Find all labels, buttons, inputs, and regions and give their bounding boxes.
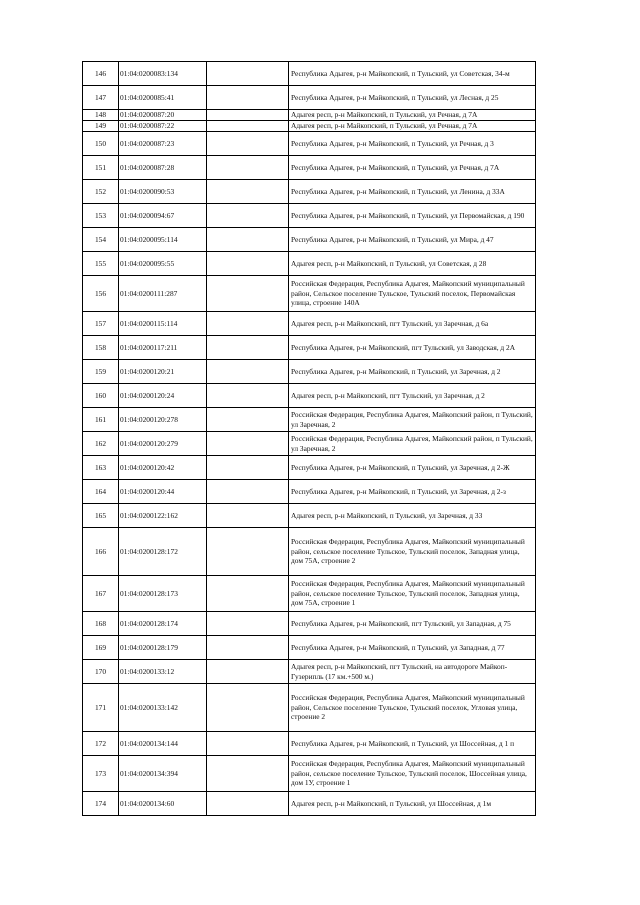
cadastral-number: 01:04:0200094:67 [119,204,207,228]
table-row [83,110,536,121]
address-cell: Адыгея респ, р-н Майкопский, п Тульский, ул Речная, д 7А [289,121,536,132]
row-number: 170 [83,660,119,684]
cadastral-number: 01:04:0200090:53 [119,180,207,204]
cadastral-number: 01:04:0200134:60 [119,792,207,816]
empty-cell [207,732,289,756]
row-number: 159 [83,360,119,384]
empty-cell [207,528,289,576]
table-row [83,121,536,132]
empty-cell [207,408,289,432]
row-number: 164 [83,480,119,504]
table-row [83,612,536,636]
address-cell: Республика Адыгея, р-н Майкопский, п Тульский, ул Мира, д 47 [289,228,536,252]
table-row [83,504,536,528]
table-row [83,528,536,576]
cadastral-number: 01:04:0200128:174 [119,612,207,636]
table-row [83,576,536,612]
table-row [83,228,536,252]
cadastral-number: 01:04:0200120:21 [119,360,207,384]
empty-cell [207,336,289,360]
address-cell: Российская Федерация, Республика Адыгея, Майкопский район, п Тульский, ул Заречная, 2 [289,432,536,456]
address-cell: Республика Адыгея, р-н Майкопский, п Тульский, ул Заречная, д 2-з [289,480,536,504]
cadastral-number: 01:04:0200120:279 [119,432,207,456]
table-row [83,276,536,312]
table-row [83,360,536,384]
cadastral-number: 01:04:0200128:173 [119,576,207,612]
table-row [83,384,536,408]
cadastral-number: 01:04:0200133:142 [119,684,207,732]
table-row [83,86,536,110]
row-number: 162 [83,432,119,456]
row-number: 165 [83,504,119,528]
empty-cell [207,756,289,792]
empty-cell [207,86,289,110]
address-cell: Российская Федерация, Республика Адыгея, Майкопский муниципальный район, Сельское поселение Тульское, Тульский поселок, Первомайская улица, строение 140А [289,276,536,312]
row-number: 152 [83,180,119,204]
row-number: 153 [83,204,119,228]
table-row [83,456,536,480]
cadastral-number: 01:04:0200087:20 [119,110,207,121]
row-number: 169 [83,636,119,660]
cadastral-number: 01:04:0200134:144 [119,732,207,756]
row-number: 155 [83,252,119,276]
address-cell: Республика Адыгея, р-н Майкопский, п Тульский, ул Лесная, д 25 [289,86,536,110]
address-cell: Российская Федерация, Республика Адыгея, Майкопский район, п Тульский, ул Заречная, 2 [289,408,536,432]
table-row [83,660,536,684]
address-cell: Республика Адыгея, р-н Майкопский, п Тульский, ул Шоссейная, д 1 п [289,732,536,756]
table-row [83,204,536,228]
address-cell: Республика Адыгея, р-н Майкопский, пгт Тульский, ул Заводская, д 2А [289,336,536,360]
row-number: 174 [83,792,119,816]
row-number: 161 [83,408,119,432]
table-row [83,408,536,432]
address-cell: Республика Адыгея, р-н Майкопский, п Тульский, ул Заречная, д 2 [289,360,536,384]
cadastral-number: 01:04:0200120:42 [119,456,207,480]
cadastral-number: 01:04:0200111:287 [119,276,207,312]
row-number: 148 [83,110,119,121]
cadastral-number: 01:04:0200128:179 [119,636,207,660]
row-number: 154 [83,228,119,252]
row-number: 168 [83,612,119,636]
address-cell: Республика Адыгея, р-н Майкопский, п Тульский, ул Речная, д 7А [289,156,536,180]
empty-cell [207,132,289,156]
empty-cell [207,432,289,456]
cadastral-number: 01:04:0200120:44 [119,480,207,504]
table-row [83,336,536,360]
address-cell: Адыгея респ, р-н Майкопский, пгт Тульский, ул Заречная, д 2 [289,384,536,408]
cadastral-number: 01:04:0200128:172 [119,528,207,576]
table-row [83,732,536,756]
row-number: 163 [83,456,119,480]
empty-cell [207,576,289,612]
table-row [83,432,536,456]
empty-cell [207,228,289,252]
row-number: 173 [83,756,119,792]
table-row [83,312,536,336]
row-number: 167 [83,576,119,612]
address-cell: Адыгея респ, р-н Майкопский, пгт Тульский, на автодороге Майкоп-Гузерипль (17 км.+500 м.) [289,660,536,684]
row-number: 146 [83,62,119,86]
cadastral-number: 01:04:0200095:55 [119,252,207,276]
empty-cell [207,660,289,684]
address-cell: Адыгея респ, р-н Майкопский, пгт Тульский, ул Заречная, д 6а [289,312,536,336]
empty-cell [207,156,289,180]
row-number: 156 [83,276,119,312]
cadastral-number: 01:04:0200133:12 [119,660,207,684]
empty-cell [207,612,289,636]
empty-cell [207,360,289,384]
empty-cell [207,312,289,336]
cadastral-number: 01:04:0200120:24 [119,384,207,408]
empty-cell [207,180,289,204]
row-number: 160 [83,384,119,408]
cadastral-number: 01:04:0200120:278 [119,408,207,432]
address-cell: Республика Адыгея, р-н Майкопский, п Тульский, ул Первомайская, д 190 [289,204,536,228]
empty-cell [207,276,289,312]
address-cell: Республика Адыгея, р-н Майкопский, п Тульский, ул Заречная, д 2-Ж [289,456,536,480]
address-cell: Адыгея респ, р-н Майкопский, п Тульский, ул Речная, д 7А [289,110,536,121]
cadastral-number: 01:04:0200083:134 [119,62,207,86]
land-parcel-table [82,61,536,816]
empty-cell [207,384,289,408]
row-number: 151 [83,156,119,180]
table-row [83,156,536,180]
address-cell: Адыгея респ, р-н Майкопский, п Тульский, ул Советская, д 28 [289,252,536,276]
empty-cell [207,636,289,660]
row-number: 150 [83,132,119,156]
row-number: 171 [83,684,119,732]
address-cell: Российская Федерация, Республика Адыгея, Майкопский муниципальный район, сельское поселение Тульское, Тульский поселок, Шоссейная улица, дом 1У, строение 1 [289,756,536,792]
empty-cell [207,480,289,504]
address-cell: Республика Адыгея, р-н Майкопский, п Тульский, ул Западная, д 77 [289,636,536,660]
document-page [82,61,535,816]
address-cell: Адыгея респ, р-н Майкопский, п Тульский, ул Шоссейная, д 1м [289,792,536,816]
empty-cell [207,684,289,732]
table-row [83,180,536,204]
table-row [83,636,536,660]
row-number: 149 [83,121,119,132]
empty-cell [207,252,289,276]
cadastral-number: 01:04:0200085:41 [119,86,207,110]
address-cell: Адыгея респ, р-н Майкопский, п Тульский, ул Заречная, д 33 [289,504,536,528]
row-number: 166 [83,528,119,576]
table-row [83,252,536,276]
cadastral-number: 01:04:0200122:162 [119,504,207,528]
table-row [83,62,536,86]
empty-cell [207,792,289,816]
address-cell: Российская Федерация, Республика Адыгея, Майкопский муниципальный район, Сельское поселение Тульское, Тульский поселок, Угловая улица, строение 2 [289,684,536,732]
empty-cell [207,121,289,132]
row-number: 147 [83,86,119,110]
row-number: 158 [83,336,119,360]
table-row [83,684,536,732]
table-body [83,62,536,816]
table-row [83,480,536,504]
address-cell: Республика Адыгея, р-н Майкопский, п Тульский, ул Советская, 34-м [289,62,536,86]
address-cell: Республика Адыгея, р-н Майкопский, п Тульский, ул Речная, д 3 [289,132,536,156]
table-row [83,756,536,792]
cadastral-number: 01:04:0200115:114 [119,312,207,336]
row-number: 157 [83,312,119,336]
empty-cell [207,62,289,86]
address-cell: Российская Федерация, Республика Адыгея, Майкопский муниципальный район, сельское поселение Тульское, Тульский поселок, Западная улица, дом 75А, строение 2 [289,528,536,576]
address-cell: Российская Федерация, Республика Адыгея, Майкопский муниципальный район, сельское поселение Тульское, Тульский поселок, Западная улица, дом 75А, строение 1 [289,576,536,612]
empty-cell [207,204,289,228]
cadastral-number: 01:04:0200087:22 [119,121,207,132]
row-number: 172 [83,732,119,756]
address-cell: Республика Адыгея, р-н Майкопский, п Тульский, ул Ленина, д 33А [289,180,536,204]
table-row [83,792,536,816]
empty-cell [207,456,289,480]
cadastral-number: 01:04:0200117:211 [119,336,207,360]
cadastral-number: 01:04:0200134:394 [119,756,207,792]
empty-cell [207,504,289,528]
cadastral-number: 01:04:0200087:28 [119,156,207,180]
cadastral-number: 01:04:0200095:114 [119,228,207,252]
address-cell: Республика Адыгея, р-н Майкопский, пгт Тульский, ул Западная, д 75 [289,612,536,636]
table-row [83,132,536,156]
empty-cell [207,110,289,121]
cadastral-number: 01:04:0200087:23 [119,132,207,156]
